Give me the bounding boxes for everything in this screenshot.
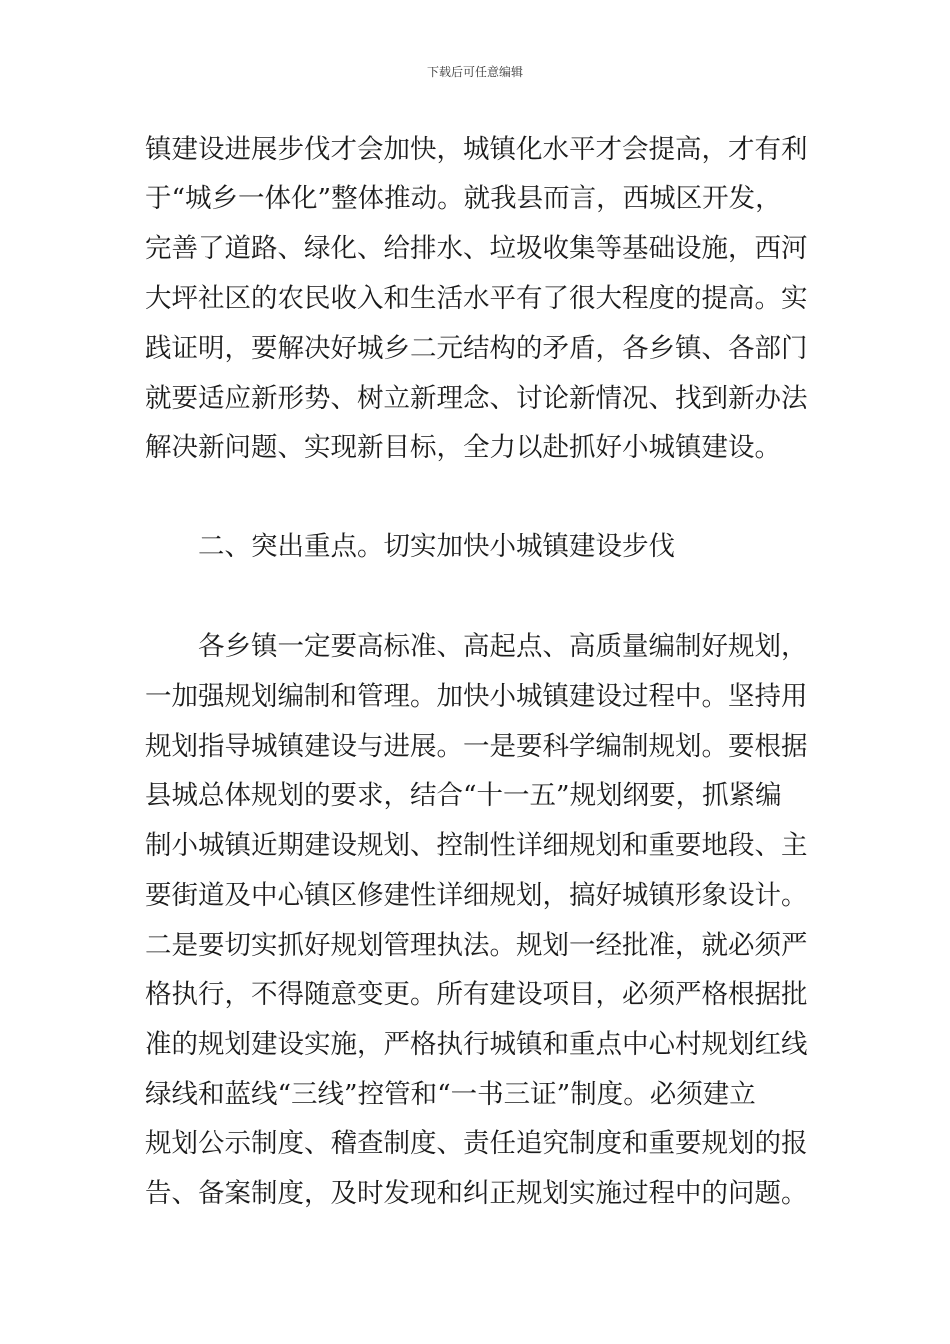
body-line: 一加强规划编制和管理。加快小城镇建设过程中。坚持用 — [145, 681, 808, 712]
page-header: 下载后可任意编辑 — [426, 65, 523, 79]
body-line: 告、备案制度，及时发现和纠正规划实施过程中的问题。 — [145, 1178, 808, 1209]
body-line: 二是要切实抓好规划管理执法。规划一经批准，就必须严 — [145, 930, 808, 961]
body-line: 格执行，不得随意变更。所有建设项目，必须严格根据批 — [145, 979, 808, 1010]
body-line: 制小城镇近期建设规划、控制性详细规划和重要地段、主 — [145, 830, 808, 861]
body-line: 就要适应新形势、树立新理念、讨论新情况、找到新办法 — [145, 383, 808, 414]
body-line: 准的规划建设实施，严格执行城镇和重点中心村规划红线 — [145, 1029, 808, 1060]
section-heading: 二、突出重点。切实加快小城镇建设步伐 — [198, 531, 675, 562]
body-line: 要街道及中心镇区修建性详细规划，搞好城镇形象设计。 — [145, 880, 808, 911]
body-line: 于“城乡一体化”整体推动。就我县而言，西城区开发， — [145, 183, 782, 214]
body-line: 镇建设进展步伐才会加快，城镇化水平才会提高，才有利 — [145, 134, 808, 165]
body-line: 解决新问题、实现新目标，全力以赴抓好小城镇建设。 — [145, 432, 781, 463]
body-line: 完善了道路、绿化、给排水、垃圾收集等基础设施，西河 — [145, 233, 808, 264]
body-line: 绿线和蓝线“三线”控管和“一书三证”制度。必须建立 — [145, 1079, 756, 1110]
paragraph-first-line: 各乡镇一定要高标准、高起点、高质量编制好规划， — [198, 631, 808, 662]
body-line: 规划公示制度、稽查制度、责任追究制度和重要规划的报 — [145, 1128, 808, 1159]
body-line: 大坪社区的农民收入和生活水平有了很大程度的提高。实 — [145, 283, 808, 314]
body-line: 县城总体规划的要求，结合“十一五”规划纲要，抓紧编 — [145, 780, 782, 811]
body-line: 规划指导城镇建设与进展。一是要科学编制规划。要根据 — [145, 731, 808, 762]
body-line: 践证明，要解决好城乡二元结构的矛盾，各乡镇、各部门 — [145, 333, 808, 364]
